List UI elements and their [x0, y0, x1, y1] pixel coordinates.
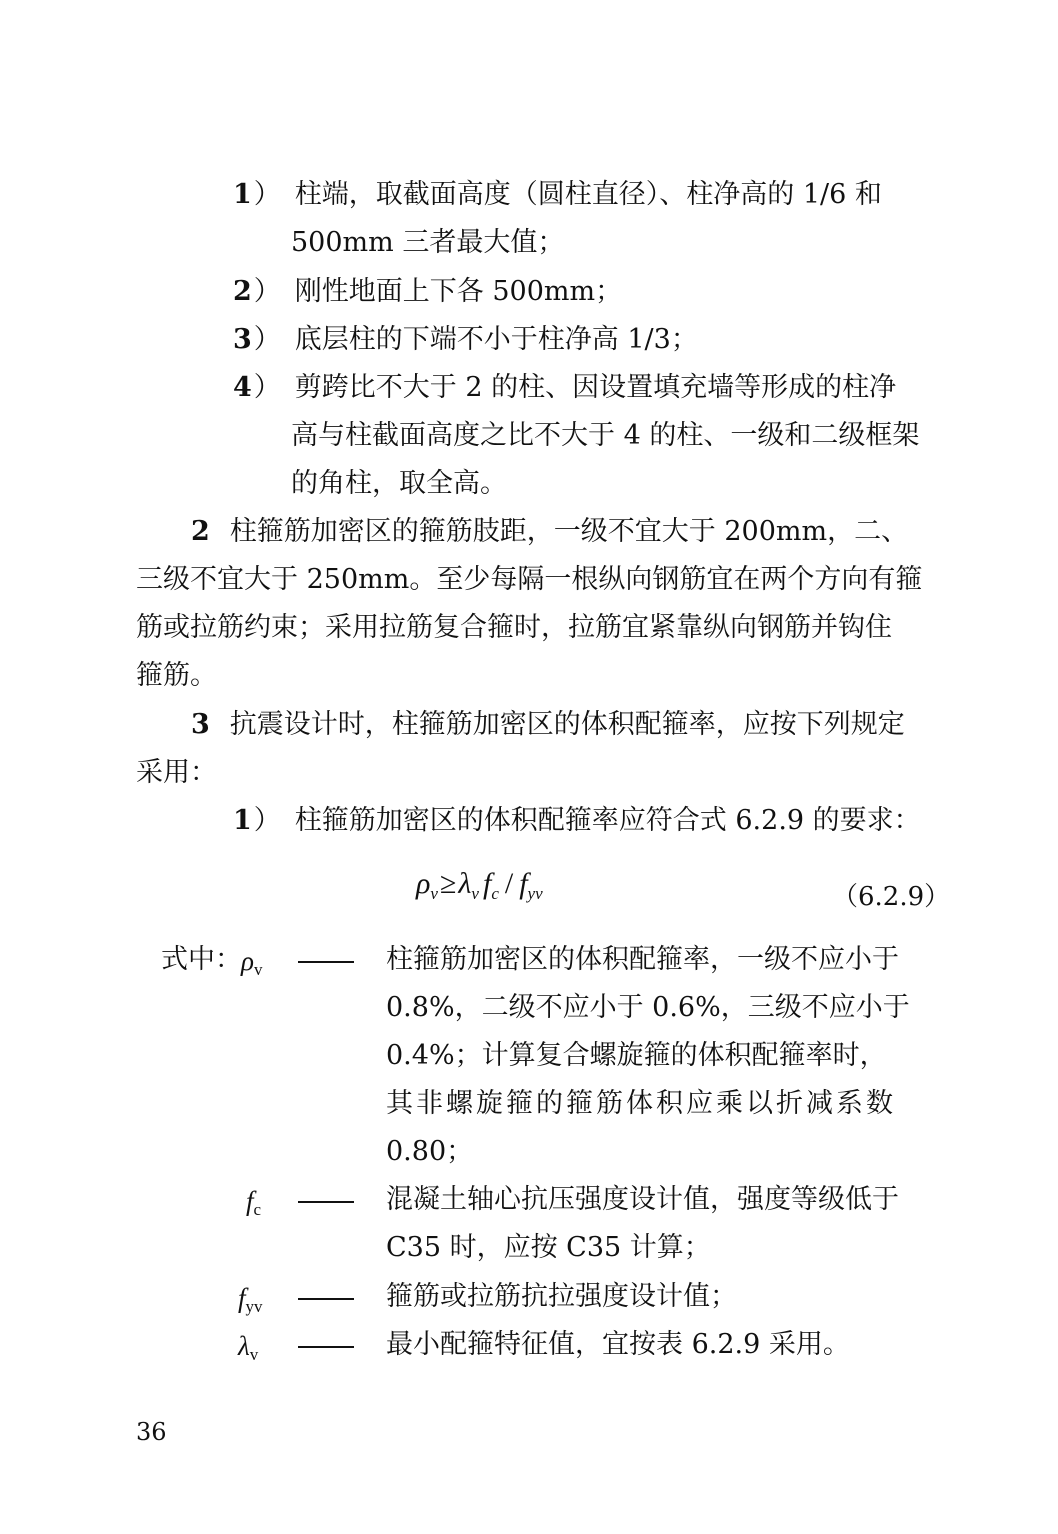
- definition-text: 0.8%，二级不应小于 0.6%，三级不应小于: [386, 992, 910, 1023]
- clause-3-cont: 采用：: [136, 757, 217, 788]
- list-item-1-cont: 500mm 三者最大值；: [291, 227, 565, 258]
- equation-number: （6.2.9）: [832, 882, 951, 912]
- list-text: 底层柱的下端不小于柱净高 1/3；: [294, 324, 698, 355]
- list-number: 2: [233, 276, 252, 307]
- list-text: 刚性地面上下各 500mm；: [294, 276, 623, 307]
- clause-2-cont: 三级不宜大于 250mm。至少每隔一根纵向钢筋宜在两个方向有箍: [136, 564, 923, 595]
- definition-text: 混凝土轴心抗压强度设计值，强度等级低于: [386, 1184, 899, 1215]
- list-item-1: 1） 柱端，取截面高度（圆柱直径）、柱净高的 1/6 和: [233, 179, 882, 210]
- equation-6-2-9: $\rho_v\ge\lambda_v$ $f_c / f_{yv}$: [416, 867, 543, 903]
- list-item-4-cont: 高与柱截面高度之比不大于 4 的柱、一级和二级框架: [291, 420, 920, 451]
- page-number: 36: [136, 1418, 167, 1446]
- definition-dash: [298, 1201, 354, 1203]
- clause-2-cont: 箍筋。: [136, 660, 217, 691]
- clause-2: 2 柱箍筋加密区的箍筋肢距，一级不宜大于 200mm，二、: [191, 516, 909, 547]
- list-number: 1: [233, 805, 252, 836]
- definition-text: 最小配箍特征值，宜按表 6.2.9 采用。: [386, 1329, 850, 1360]
- definition-dash: [298, 1346, 354, 1348]
- definition-symbol-rho: $\rho_v$: [241, 946, 263, 979]
- definition-text: 0.4%；计算复合螺旋箍的体积配箍率时，: [386, 1040, 887, 1071]
- definition-text: 箍筋或拉筋抗拉强度设计值；: [386, 1281, 737, 1312]
- definition-symbol-fyv: $f_{yv}$: [238, 1283, 263, 1316]
- list-text: 剪跨比不大于 2 的柱、因设置填充墙等形成的柱净: [294, 372, 897, 403]
- list-number: 1: [233, 179, 252, 210]
- definition-text: 柱箍筋加密区的体积配箍率，一级不应小于: [386, 944, 899, 975]
- definition-dash: [298, 961, 354, 963]
- list-item-4-cont: 的角柱，取全高。: [291, 468, 507, 499]
- definition-text: 0.80；: [386, 1136, 474, 1167]
- clause-number: 2: [191, 516, 210, 547]
- definition-text: 其非螺旋箍的箍筋体积应乘以折减系数: [386, 1088, 896, 1119]
- list-item-3: 3） 底层柱的下端不小于柱净高 1/3；: [233, 324, 698, 355]
- clause-number: 3: [191, 709, 210, 740]
- list-text: 柱端，取截面高度（圆柱直径）、柱净高的 1/6 和: [294, 179, 882, 210]
- list-item-2: 2） 刚性地面上下各 500mm；: [233, 276, 623, 307]
- clause-3: 3 抗震设计时，柱箍筋加密区的体积配箍率，应按下列规定: [191, 709, 905, 740]
- list-number: 4: [233, 372, 252, 403]
- definition-dash: [298, 1298, 354, 1300]
- definition-text: C35 时，应按 C35 计算；: [386, 1232, 711, 1263]
- definition-symbol-lambda: $\lambda_v$: [238, 1331, 259, 1364]
- definition-symbol-fc: $f_c$: [246, 1186, 262, 1219]
- list-number: 3: [233, 324, 252, 355]
- clause-2-cont: 筋或拉筋约束；采用拉筋复合箍时，拉筋宜紧靠纵向钢筋并钩住: [136, 612, 892, 643]
- sub-item-1: 1） 柱箍筋加密区的体积配箍率应符合式 6.2.9 的要求：: [233, 805, 921, 836]
- where-label: 式中：: [161, 944, 242, 975]
- list-item-4: 4） 剪跨比不大于 2 的柱、因设置填充墙等形成的柱净: [233, 372, 897, 403]
